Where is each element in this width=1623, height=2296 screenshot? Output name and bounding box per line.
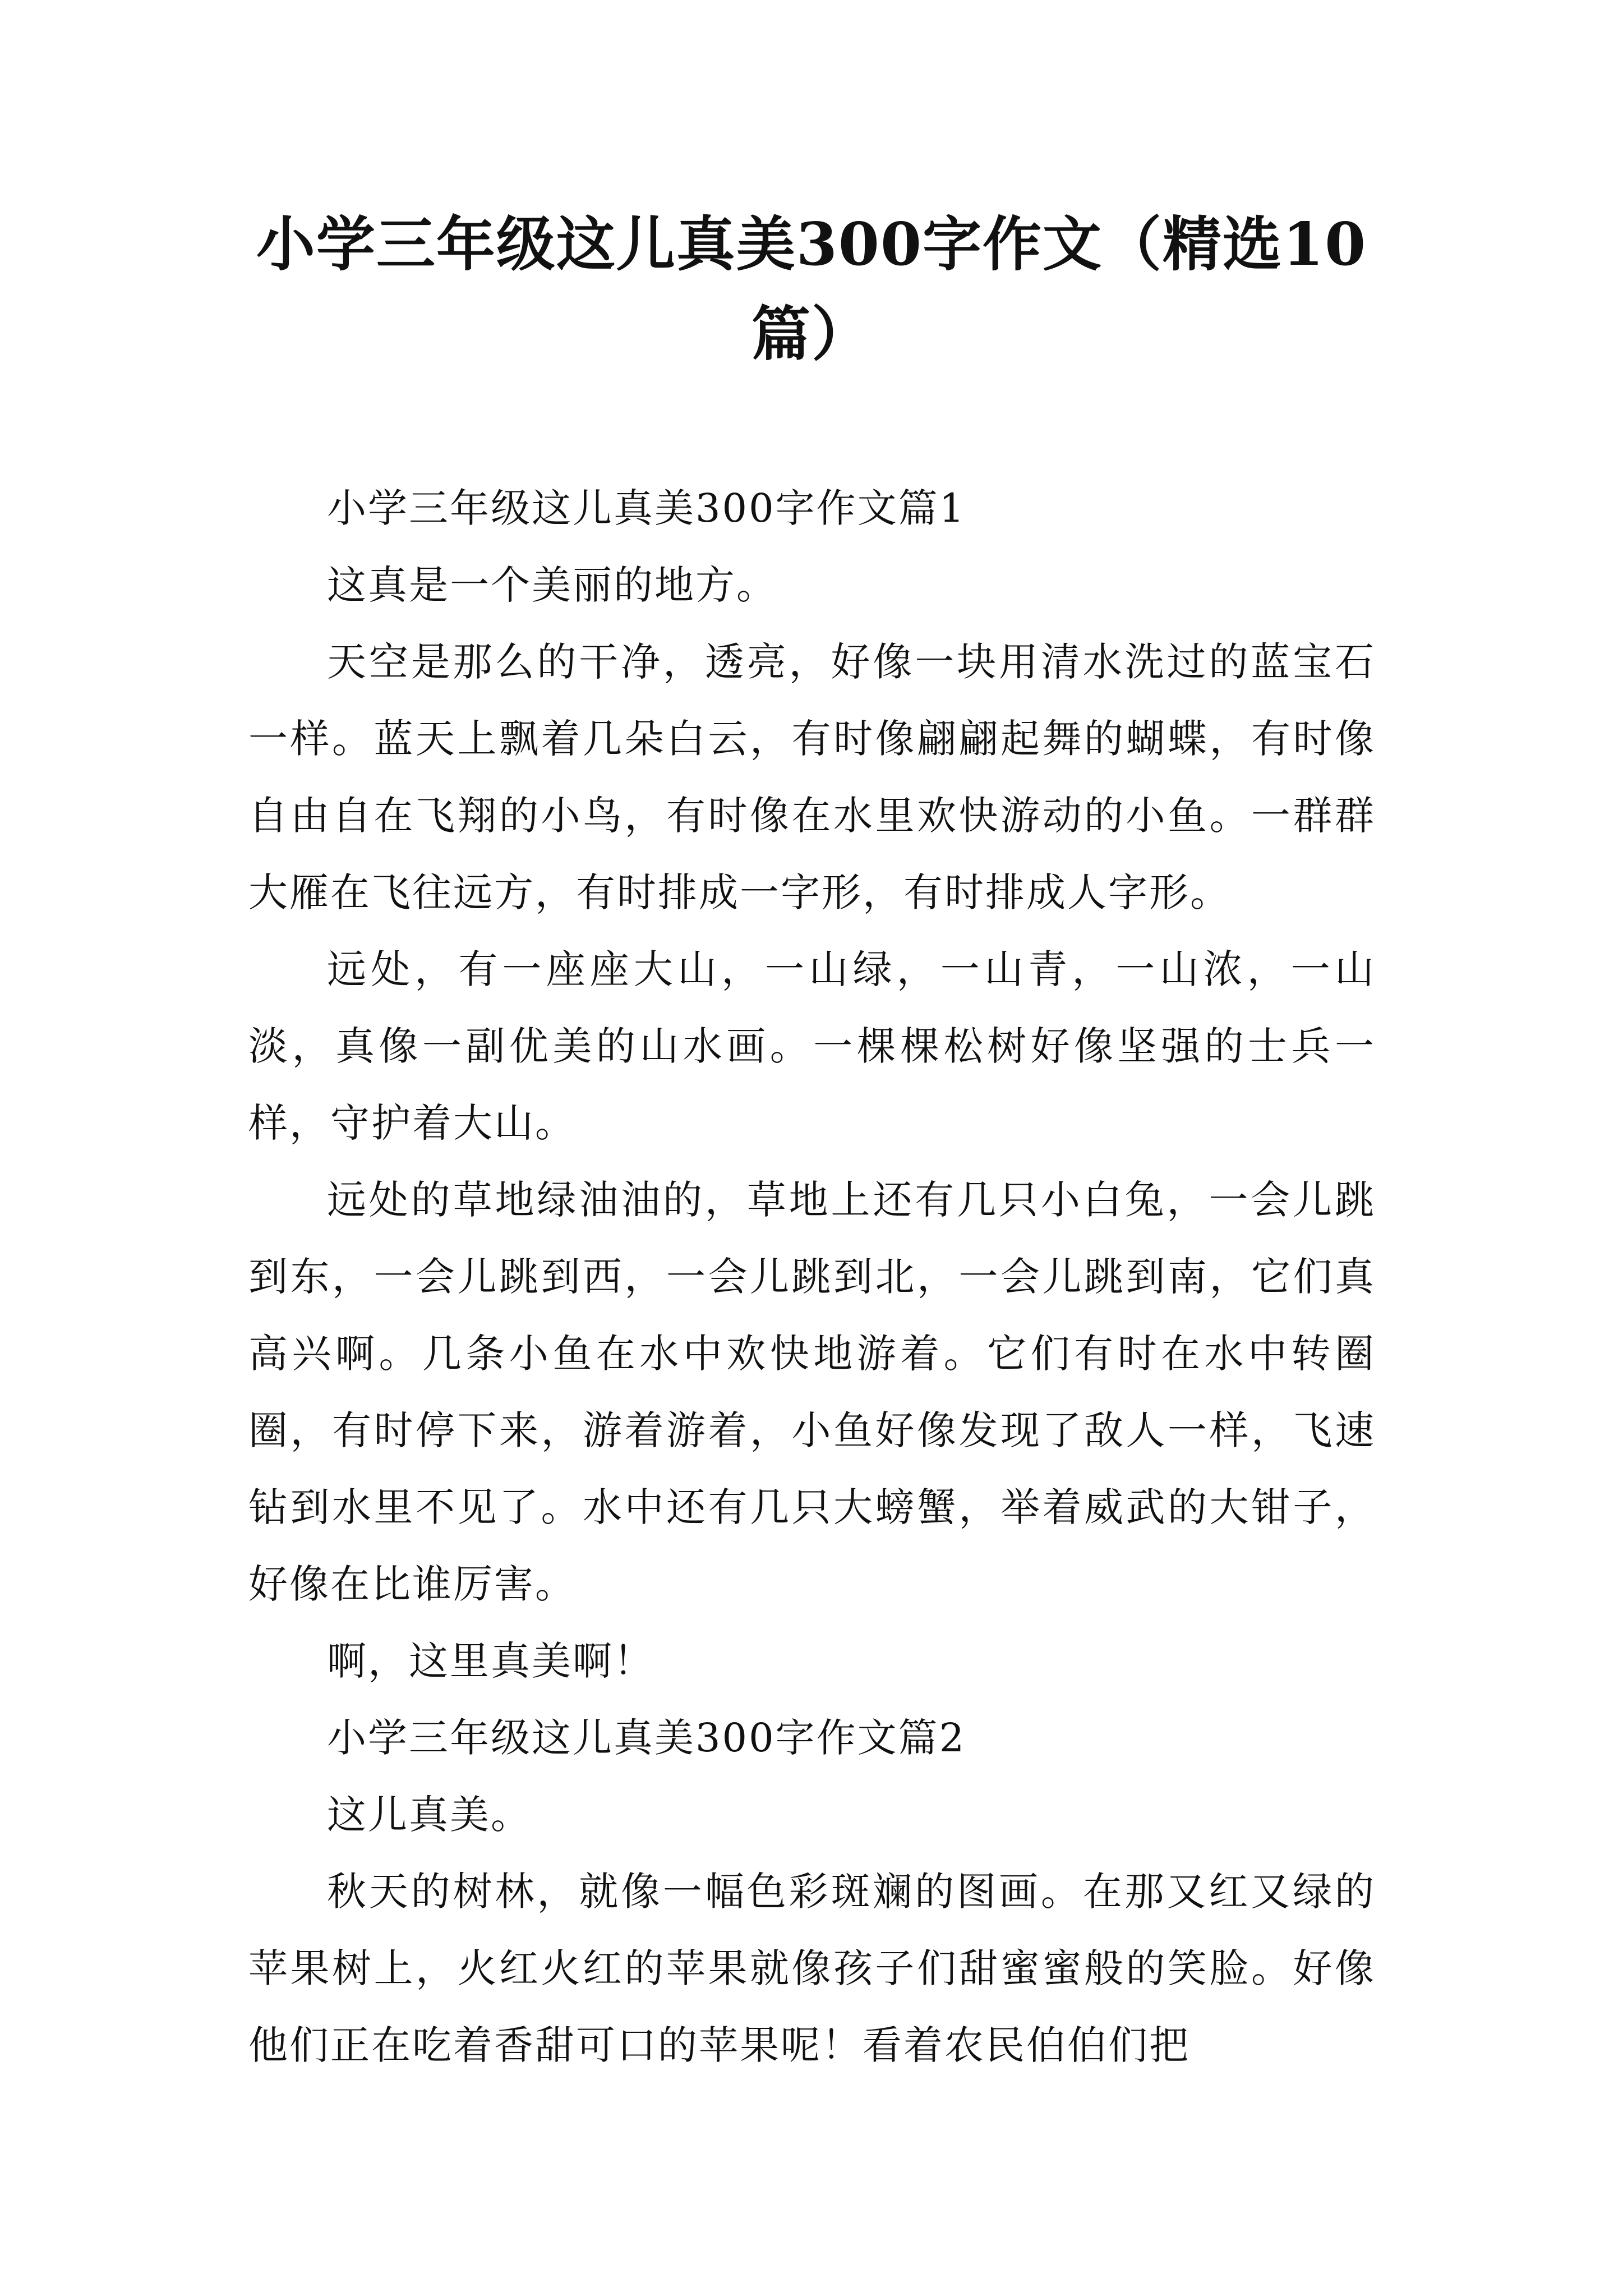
paragraph: 啊，这里真美啊！ <box>327 1638 654 1684</box>
section-heading-2: 小学三年级这儿真美300字作文篇2 <box>327 1715 966 1761</box>
paragraph: 这儿真美。 <box>327 1792 532 1838</box>
document-title: 小学三年级这儿真美300字作文（精选10篇） <box>256 209 1367 369</box>
paragraph: 远处，有一座座大山，一山绿，一山青，一山浓，一山淡，真像一副优美的山水画。一棵棵松树好像坚强的士兵一样，守护着大山。 <box>248 946 1376 1146</box>
document-body <box>248 470 1376 2084</box>
paragraph: 秋天的树林，就像一幅色彩斑斓的图画。在那又红又绿的苹果树上，火红火红的苹果就像孩子们甜蜜蜜般的笑脸。好像他们正在吃着香甜可口的苹果呢！看着农民伯伯们把 <box>248 1869 1376 2068</box>
section-heading-1: 小学三年级这儿真美300字作文篇1 <box>327 485 966 531</box>
paragraph: 远处的草地绿油油的，草地上还有几只小白兔，一会儿跳到东，一会儿跳到西，一会儿跳到北，一会儿跳到南，它们真高兴啊。几条小鱼在水中欢快地游着。它们有时在水中转圈圈，有时停下来，游着游着，小鱼好像发现了敌人一样，飞速钻到水里不见了。水中还有几只大螃蟹，举着威武的大钳子，好像在比谁厉害。 <box>248 1177 1376 1607</box>
paragraph: 天空是那么的干净，透亮，好像一块用清水洗过的蓝宝石一样。蓝天上飘着几朵白云，有时像翩翩起舞的蝴蝶，有时像自由自在飞翔的小鸟，有时像在水里欢快游动的小鱼。一群群大雁在飞往远方，有时排成一字形，有时排成人字形。 <box>248 639 1376 915</box>
paragraph: 这真是一个美丽的地方。 <box>327 562 777 608</box>
